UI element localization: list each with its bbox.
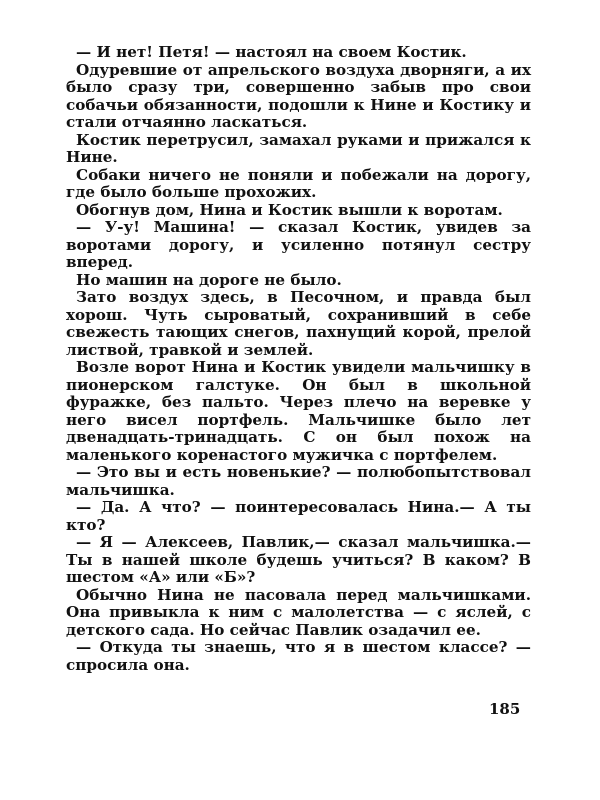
paragraph: Обычно Нина не пасовала перед мальчишками. Она привыкла к ним с малолетства — с яслей, с детского сада. Но сейчас Павлик озадачил ее. (66, 585, 531, 639)
paragraph: Костик перетрусил, замахал руками и прижался к Нине. (66, 130, 531, 166)
paragraph: Собаки ничего не поняли и побежали на дорогу, где было больше прохожих. (66, 165, 531, 201)
body-text (66, 44, 531, 674)
paragraph: Возле ворот Нина и Костик увидели мальчишку в пионерском галстуке. Он был в школьной фуражке, без пальто. Через плечо на веревке у него висел портфель. Мальчишке было лет двенадцать-тринадцать. С он был похож на маленького коренастого мужичка с портфелем. (66, 358, 531, 464)
paragraph: Обогнув дом, Нина и Костик вышли к воротам. (76, 200, 503, 219)
paragraph: Но машин на дороге не было. (76, 270, 342, 289)
page-number: 185 (489, 700, 521, 718)
paragraph: — И нет! Петя! — настоял на своем Костик. (76, 43, 467, 61)
paragraph: Одуревшие от апрельского воздуха дворняги, а их было сразу три, совершенно забыв про свои собачьи обязанности, подошли к Нине и Костику и стали отчаянно ласкаться. (66, 60, 531, 131)
paragraph: — Откуда ты знаешь, что я в шестом классе? — спросила она. (66, 638, 531, 674)
paragraph: — Это вы и есть новенькие? — полюбопытствовал мальчишка. (66, 463, 531, 499)
paragraph: — Я — Алексеев, Павлик,— сказал мальчишка.— Ты в нашей школе будешь учиться? В каком? В шестом «А» или «Б»? (66, 533, 531, 586)
paragraph: Зато воздух здесь, в Песочном, и правда был хорош. Чуть сыроватый, сохранивший в себе свежесть тающих снегов, пахнущий корой, прелой листвой, травкой и землей. (66, 288, 531, 359)
paragraph: — У-у! Машина! — сказал Костик, увидев за воротами дорогу, и усиленно потянул сестру вперед. (66, 218, 531, 271)
paragraph: — Да. А что? — поинтересовалась Нина.— А ты кто? (66, 498, 531, 534)
